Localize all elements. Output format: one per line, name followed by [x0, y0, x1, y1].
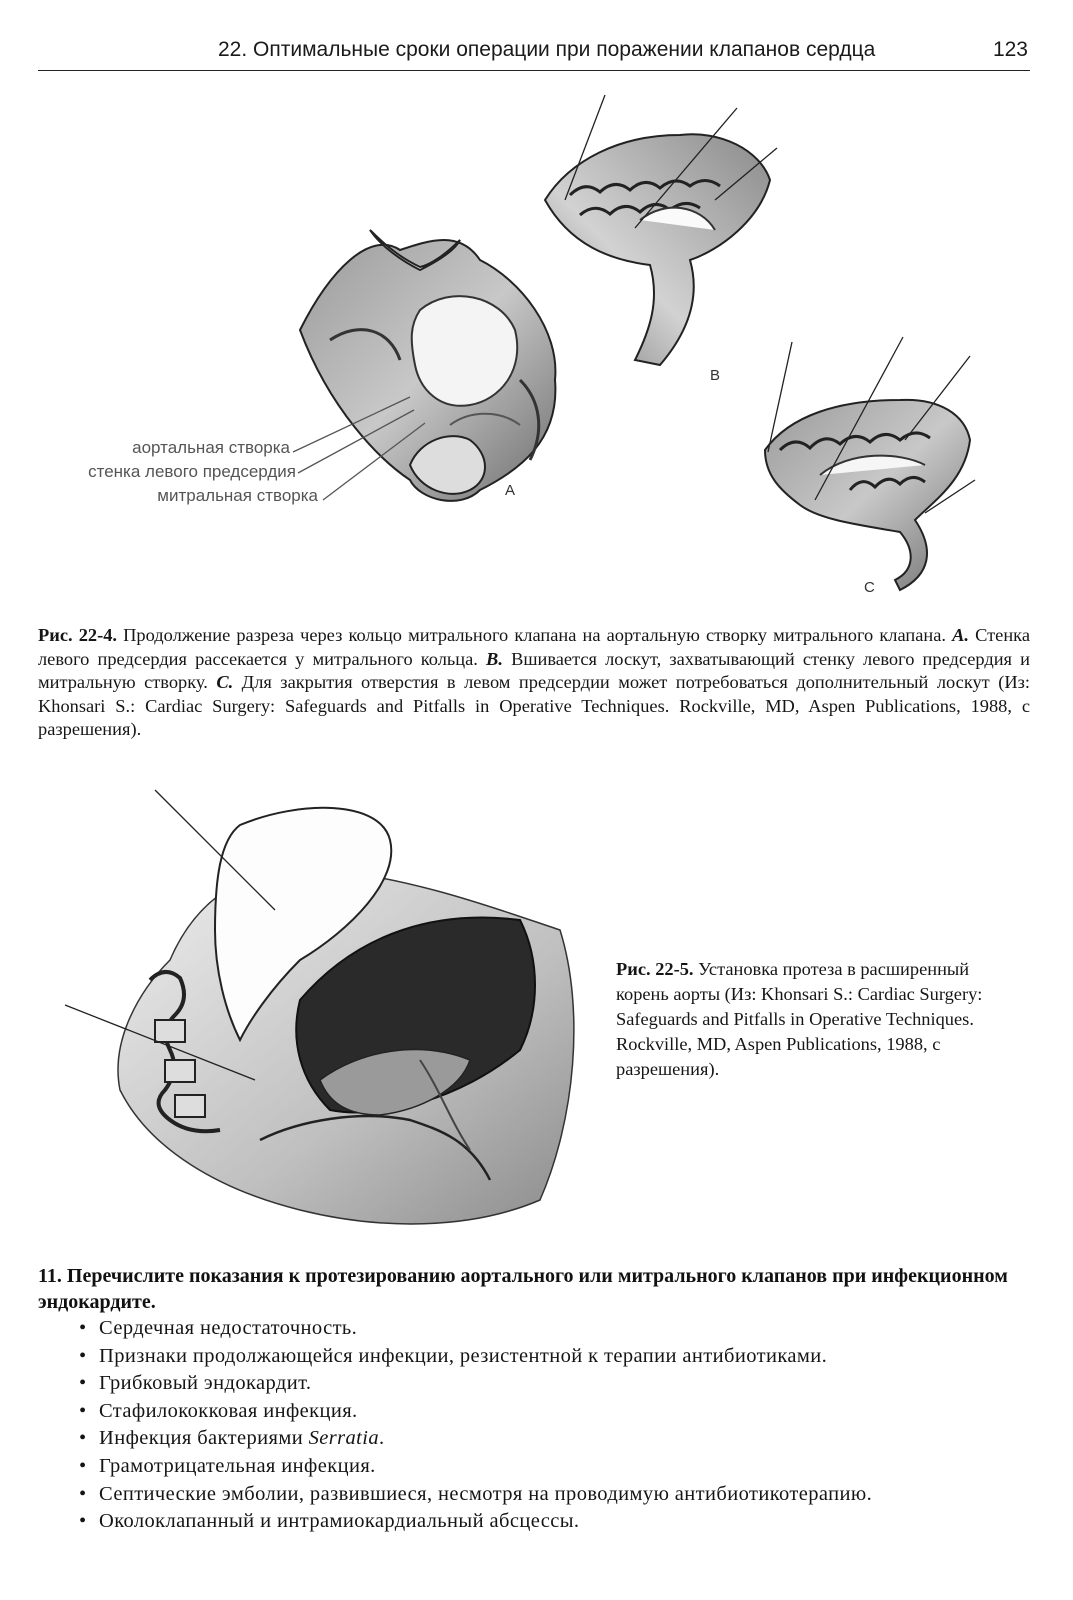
list-item: [75, 1315, 872, 1343]
serratia-name: Serratia: [308, 1427, 380, 1450]
panel-b-label: B: [710, 367, 721, 384]
page-header: [38, 36, 1030, 71]
answers-list: [75, 1315, 872, 1536]
figure-22-4-caption: [38, 624, 1030, 742]
list-item-text: Признаки продолжающейся инфекции, резистентной к терапии антибиотиками.: [99, 1344, 828, 1367]
panel-a-label: A: [505, 482, 516, 499]
figure-22-4-illustration: [0, 80, 1073, 615]
list-item: [75, 1425, 872, 1453]
caption-22-5-label: Рис. 22-5.: [616, 959, 694, 979]
question-11: [38, 1263, 1032, 1315]
bullet-glyph: •: [79, 1454, 87, 1477]
caption-label: Рис. 22-4.: [38, 625, 118, 645]
list-item-text: Стафилококковая инфекция.: [99, 1399, 358, 1422]
label-mitral-leaflet: митральная створка: [157, 486, 318, 505]
bullet-glyph: •: [79, 1317, 87, 1339]
panel-b-drawing: [545, 134, 770, 365]
list-item-text: Грамотрицательная инфекция.: [99, 1454, 376, 1477]
caption-c-label: C.: [216, 672, 234, 693]
panel-a-drawing: [300, 230, 555, 501]
figure-22-5-caption: [616, 957, 994, 1082]
caption-22-5-text: Установка протеза в расширенный корень аорты (Из: Khonsari S.: Cardiac Surgery: Safeguards and Pitfalls in Operative Techniques. Rockville, MD, Aspen Publications, 1988, с разрешения).: [616, 959, 983, 1079]
list-item-punct: .: [379, 1427, 385, 1450]
panel-c-label: C: [864, 579, 875, 596]
list-item: [75, 1453, 872, 1481]
list-item: [75, 1370, 872, 1398]
list-item: [75, 1508, 872, 1536]
label-left-atrium-wall: стенка левого предсердия: [88, 462, 296, 481]
list-item: [75, 1343, 872, 1371]
page-number: 123: [992, 38, 1028, 61]
aortic-root-drawing: [118, 808, 574, 1224]
caption-b-text: Вшивается лоскут, захватывающий стенку левого предсердия и митральную створку.: [38, 648, 1030, 693]
list-item-text: Грибковый эндокардит.: [99, 1372, 312, 1395]
caption-intro: Продолжение разреза через кольцо митрального клапана на аортальную створку митрального клапана.: [123, 625, 946, 645]
caption-c-text: Для закрытия отверстия в левом предсердии может потребоваться дополнительный лоскут (Из: Khonsari S.: Cardiac Surgery: Safeguards and Pitfalls in Operative Techniques. Rockville, MD, Aspen Publications, 1988, с разрешения).: [38, 672, 1030, 740]
figure-22-5-illustration: [0, 760, 610, 1245]
bullet-glyph: •: [79, 1399, 87, 1422]
list-item-text: Сердечная недостаточность.: [99, 1317, 358, 1339]
running-title: 22. Оптимальные сроки операции при поражении клапанов сердца: [218, 38, 876, 61]
caption-a-text: Стенка левого предсердия рассекается у митрального кольца.: [38, 625, 1030, 669]
panel-c-drawing: [765, 400, 970, 590]
bullet-glyph: •: [79, 1372, 87, 1395]
caption-b-label: B.: [486, 648, 503, 669]
question-text: Перечислите показания к протезированию аортального или митрального клапанов при инфекционном эндокардите.: [38, 1265, 1008, 1313]
question-number: 11.: [38, 1265, 62, 1287]
label-aortic-leaflet: аортальная створка: [132, 438, 290, 457]
list-item: [75, 1398, 872, 1426]
list-item-text: Септические эмболии, развившиеся, несмотря на проводимую антибиотикотерапию.: [99, 1482, 873, 1505]
bullet-glyph: •: [79, 1344, 87, 1367]
caption-a-label: A.: [952, 625, 969, 645]
list-item: [75, 1481, 872, 1509]
list-item-text: Околоклапанный и интрамиокардиальный абсцессы.: [99, 1510, 580, 1533]
bullet-glyph: •: [79, 1510, 87, 1533]
bullet-glyph: •: [79, 1427, 87, 1450]
list-item-text: Инфекция бактериями: [99, 1427, 309, 1450]
bullet-glyph: •: [79, 1482, 87, 1505]
